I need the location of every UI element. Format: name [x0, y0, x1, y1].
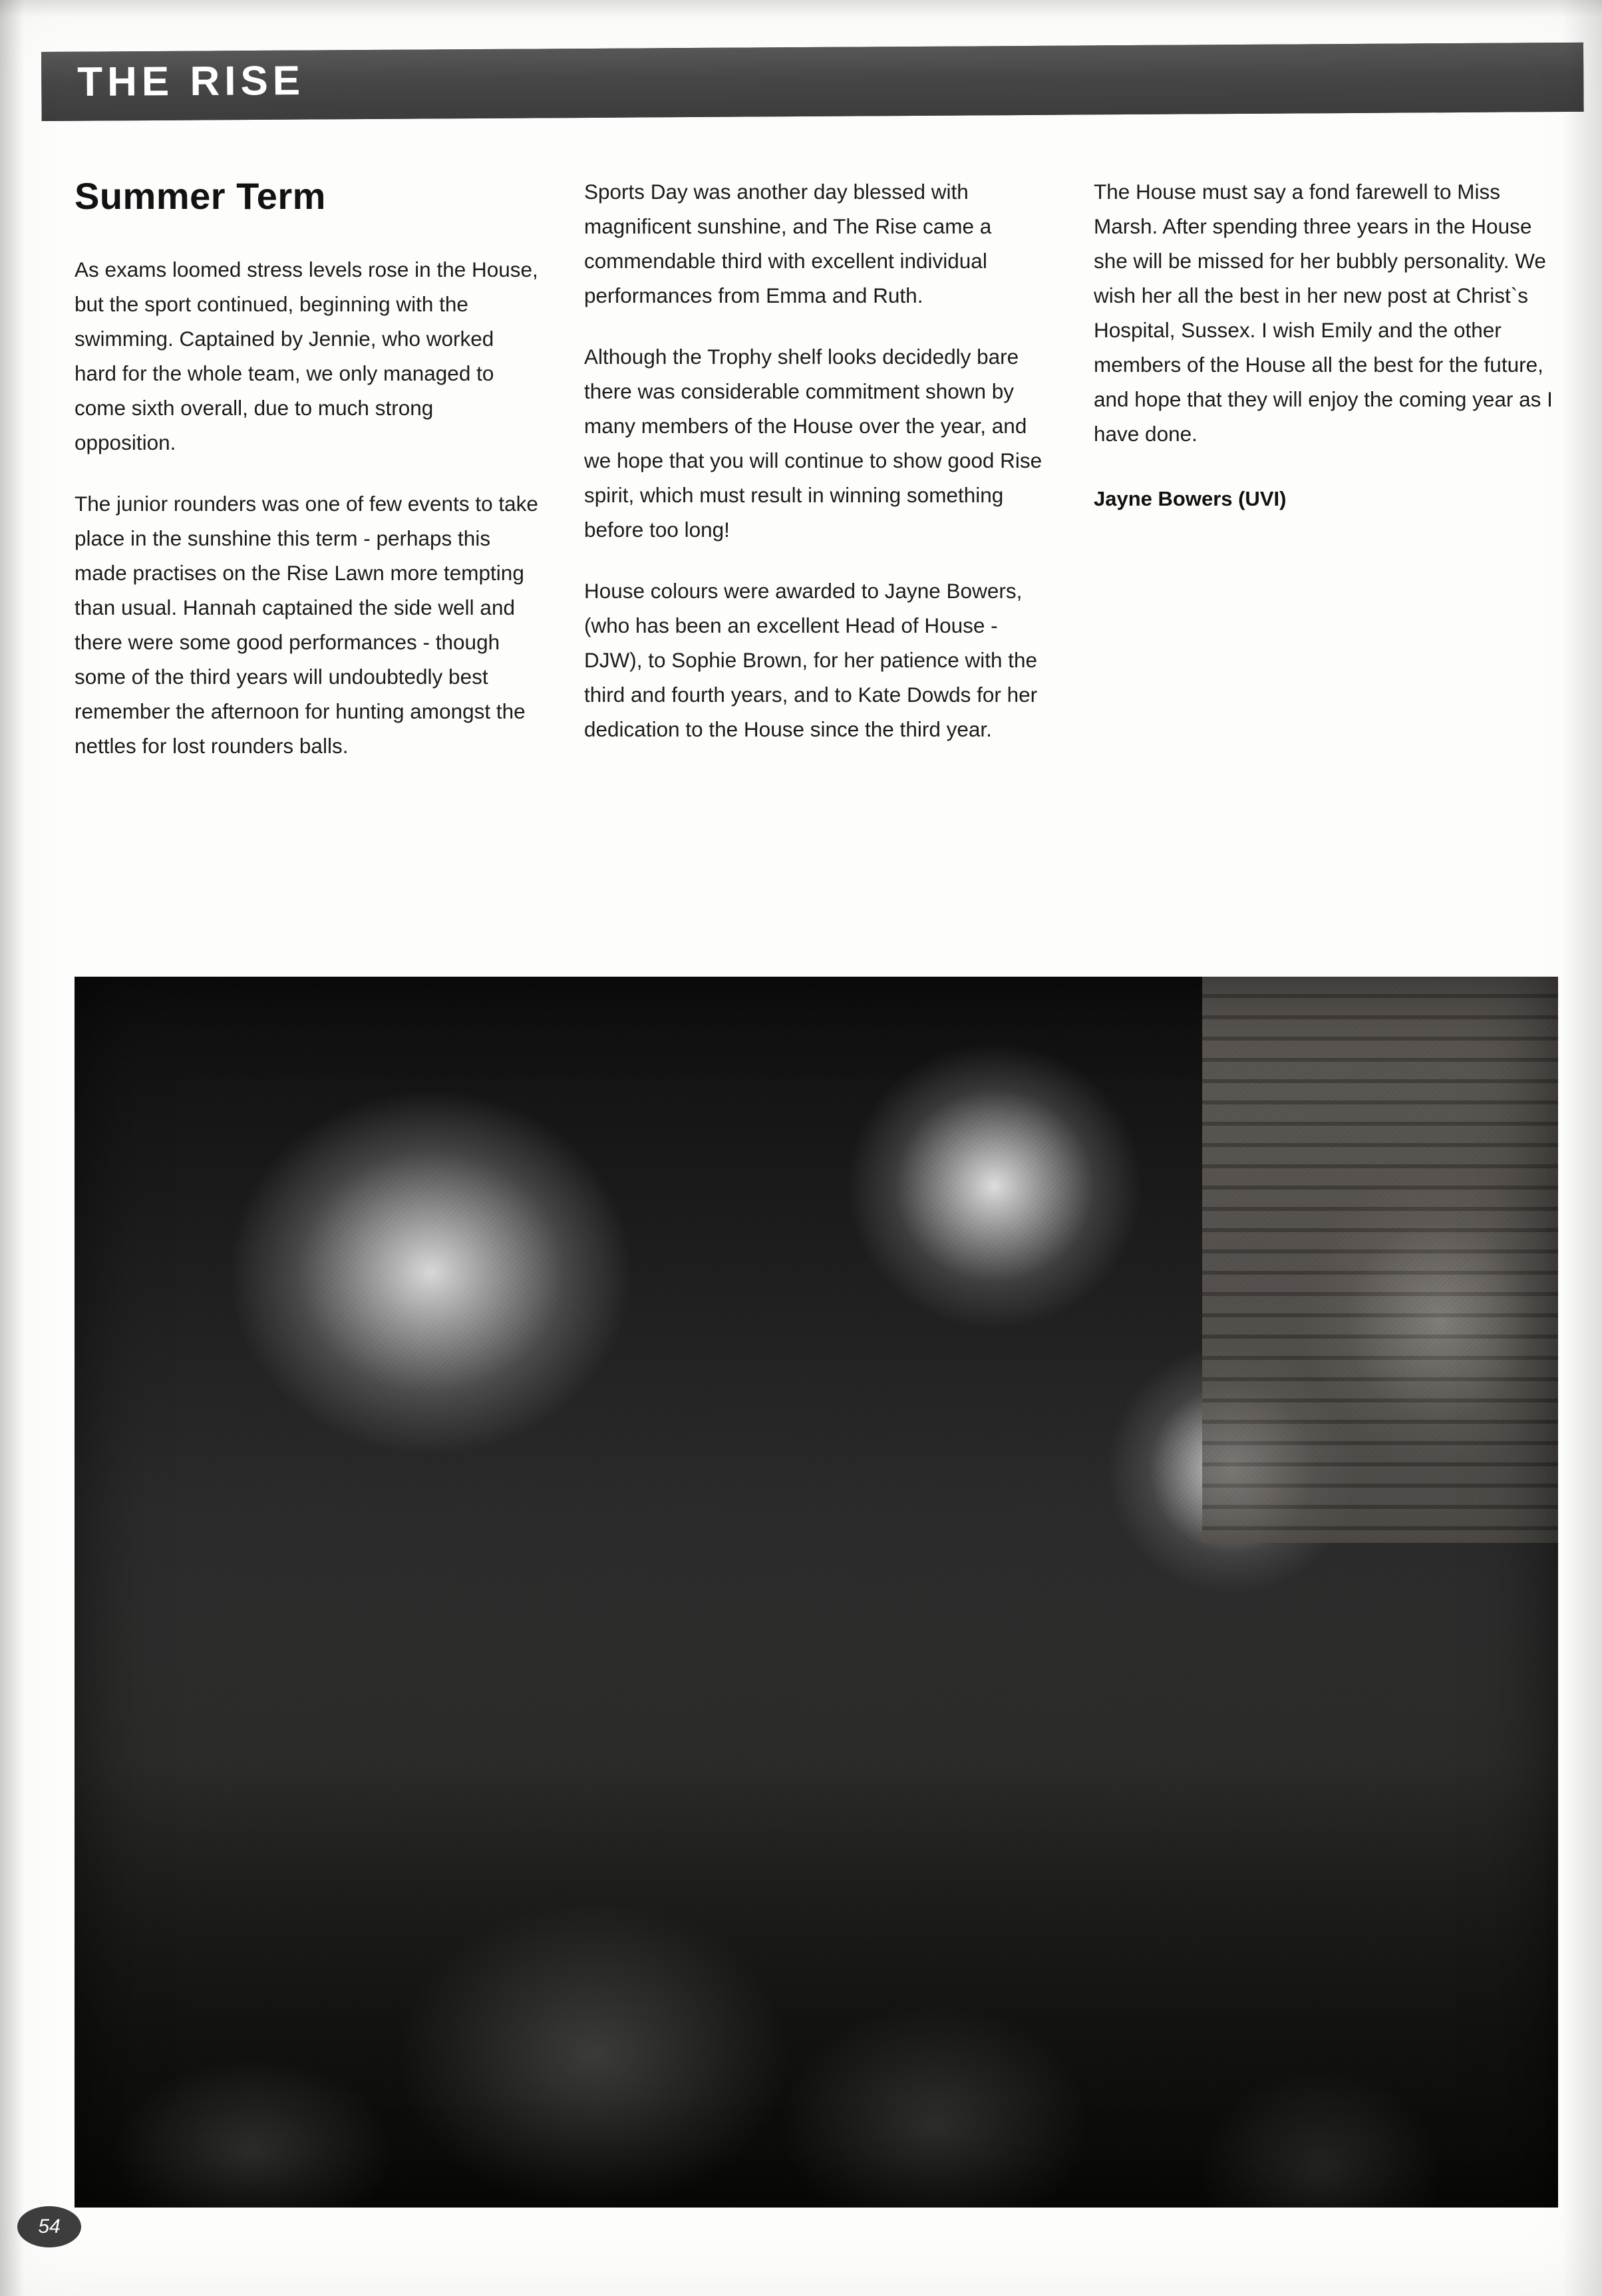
- photo-vignette: [75, 977, 1558, 2208]
- page-top-shadow: [0, 0, 1602, 17]
- paragraph: Sports Day was another day blessed with magnificent sunshine, and The Rise came a commendable third with excellent individual performances from Emma and Ruth.: [584, 180, 992, 307]
- paragraph: House colours were awarded to Jayne Bowers, (who has been an excellent Head of House -DJW), to Sophie Brown, for her patience with the third and fourth years, and to Kate Dowds for her dedication to the House since the third year.: [584, 579, 1038, 741]
- column-three: [1094, 174, 1558, 790]
- article-byline: Jayne Bowers (UVI): [1094, 487, 1287, 510]
- paragraph: The House must say a fond farewell to Miss Marsh. After spending three years in the House she will be missed for her bubbly personality. We wish her all the best in her new post at Christ`s Hospital, Sussex. I wish Emily and the other members of the House all the best for the future, and hope that they will enjoy the coming year as I have done.: [1094, 180, 1553, 446]
- page-number-badge: 54: [17, 2206, 81, 2247]
- paragraph: Although the Trophy shelf looks decidedly bare there was considerable commitment shown by many members of the House over the year, and we hope that you will continue to show good Rise spirit, which must result in winning something before too long!: [584, 345, 1042, 542]
- page-left-shadow: [0, 0, 24, 2296]
- paragraph: As exams loomed stress levels rose in the House, but the sport continued, beginning with the swimming. Captained by Jennie, who worked hard for the whole team, we only managed to come sixth overall, due to much strong opposition.: [75, 257, 538, 454]
- article-photo: [75, 977, 1558, 2208]
- page-right-shadow: [1562, 0, 1602, 2296]
- column-one: [75, 174, 539, 790]
- column-two: [584, 174, 1048, 790]
- article-title: Summer Term: [75, 175, 326, 217]
- article-columns: [75, 174, 1558, 790]
- page-title: THE RISE: [77, 57, 305, 105]
- paragraph: The junior rounders was one of few events to take place in the sunshine this term - perhaps this made practises on the Rise Lawn more tempting than usual. Hannah captained the side well and there were some good performances - though some of the third years will undoubtedly best remember the afternoon for hunting amongst the nettles for lost rounders balls.: [75, 492, 538, 758]
